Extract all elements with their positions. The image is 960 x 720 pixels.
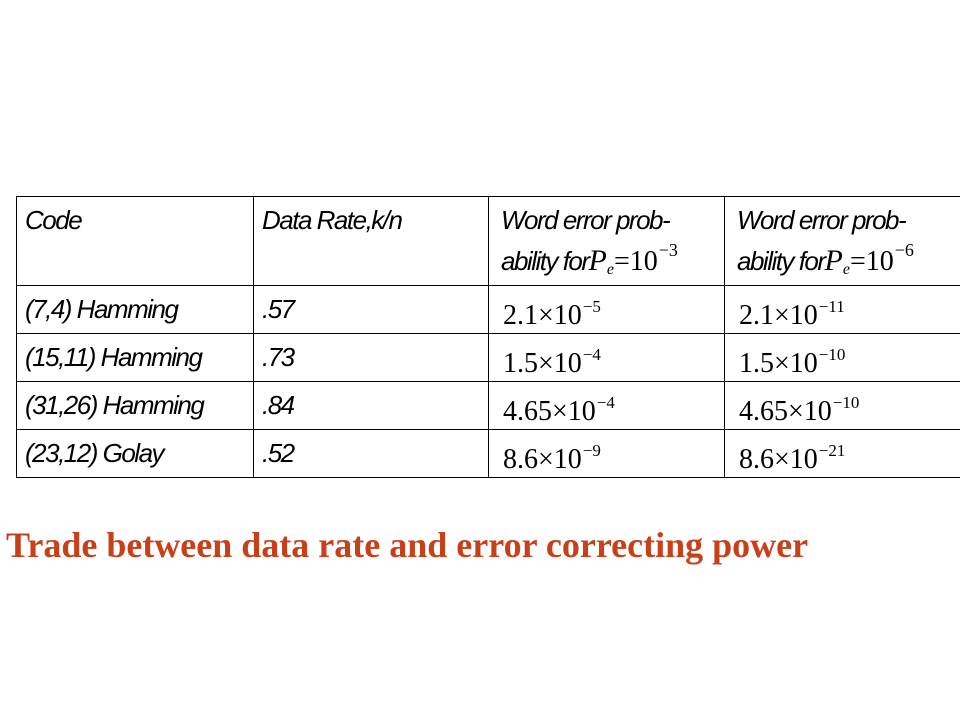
header-wer-pe3 xyxy=(489,197,725,286)
wer-exponent: −21 xyxy=(818,441,846,460)
cell-wer-pe3 xyxy=(489,286,725,334)
wer-mantissa: 1.5×10 xyxy=(739,348,818,379)
pe-value xyxy=(613,240,678,277)
cell-rate xyxy=(254,382,489,430)
wer-mantissa: 2.1×10 xyxy=(503,300,582,331)
wer-value xyxy=(725,382,960,429)
data-rate-value: .57 xyxy=(262,294,294,324)
cell-rate xyxy=(254,430,489,478)
wer-exponent: −5 xyxy=(582,297,601,316)
header-wer-line1: Word error prob- xyxy=(501,205,670,235)
cell-code xyxy=(17,334,254,382)
wer-exponent: −4 xyxy=(582,345,601,364)
cell-wer-pe6 xyxy=(725,430,960,478)
wer-value xyxy=(725,286,960,333)
data-rate-value: .73 xyxy=(262,342,294,372)
wer-exponent: −9 xyxy=(582,441,601,460)
table-row xyxy=(17,430,960,478)
pe-letter: P xyxy=(588,244,607,277)
cell-wer-pe3 xyxy=(489,334,725,382)
code-name: (23,12) Golay xyxy=(25,438,164,468)
code-name: (15,11) Hamming xyxy=(25,342,202,372)
header-wer-line2 xyxy=(725,235,960,285)
cell-wer-pe6 xyxy=(725,334,960,382)
wer-exponent: −10 xyxy=(832,393,860,412)
wer-value xyxy=(489,430,724,477)
wer-mantissa: 8.6×10 xyxy=(739,444,818,475)
wer-exponent: −4 xyxy=(596,393,615,412)
code-name: (7,4) Hamming xyxy=(25,294,178,324)
cell-code xyxy=(17,430,254,478)
cell-code xyxy=(17,286,254,334)
wer-value xyxy=(489,286,724,333)
cell-wer-pe3 xyxy=(489,382,725,430)
cell-wer-pe3 xyxy=(489,430,725,478)
table-row xyxy=(17,334,960,382)
table-header-row xyxy=(17,197,960,286)
header-wer-prefix: ability for xyxy=(737,246,825,276)
wer-exponent: −10 xyxy=(818,345,846,364)
header-wer-line1: Word error prob- xyxy=(737,205,906,235)
wer-value xyxy=(489,334,724,381)
code-name: (31,26) Hamming xyxy=(25,390,204,420)
pe-subscript: e xyxy=(606,261,614,278)
header-wer-prefix: ability for xyxy=(501,246,589,276)
cell-wer-pe6 xyxy=(725,286,960,334)
wer-mantissa: 2.1×10 xyxy=(739,300,818,331)
cell-wer-pe6 xyxy=(725,382,960,430)
pe-value xyxy=(849,240,914,277)
pe-symbol xyxy=(825,244,850,277)
pe-symbol xyxy=(589,244,614,277)
data-rate-value: .52 xyxy=(262,438,294,468)
wer-value xyxy=(725,334,960,381)
header-wer-line2 xyxy=(489,235,724,285)
wer-mantissa: 4.65×10 xyxy=(739,396,832,427)
code-comparison-table xyxy=(16,196,960,478)
header-code-label: Code xyxy=(25,205,82,235)
header-data-rate-label: Data Rate,k/n xyxy=(262,205,402,235)
cell-rate xyxy=(254,286,489,334)
header-data-rate xyxy=(254,197,489,286)
table-row xyxy=(17,286,960,334)
pe-exponent: −3 xyxy=(658,240,678,260)
wer-value xyxy=(489,382,724,429)
wer-value xyxy=(725,430,960,477)
pe-subscript: e xyxy=(842,261,850,278)
pe-equals-base: =10 xyxy=(849,246,894,277)
slide-caption: Trade between data rate and error correcting power xyxy=(6,525,809,565)
table-row xyxy=(17,382,960,430)
wer-mantissa: 1.5×10 xyxy=(503,348,582,379)
wer-mantissa: 8.6×10 xyxy=(503,444,582,475)
pe-letter: P xyxy=(824,244,843,277)
wer-mantissa: 4.65×10 xyxy=(503,396,596,427)
header-wer-pe6 xyxy=(725,197,960,286)
pe-equals-base: =10 xyxy=(613,246,658,277)
cell-code xyxy=(17,382,254,430)
wer-exponent: −11 xyxy=(818,297,845,316)
header-code xyxy=(17,197,254,286)
cell-rate xyxy=(254,334,489,382)
pe-exponent: −6 xyxy=(894,240,914,260)
data-rate-value: .84 xyxy=(262,390,294,420)
